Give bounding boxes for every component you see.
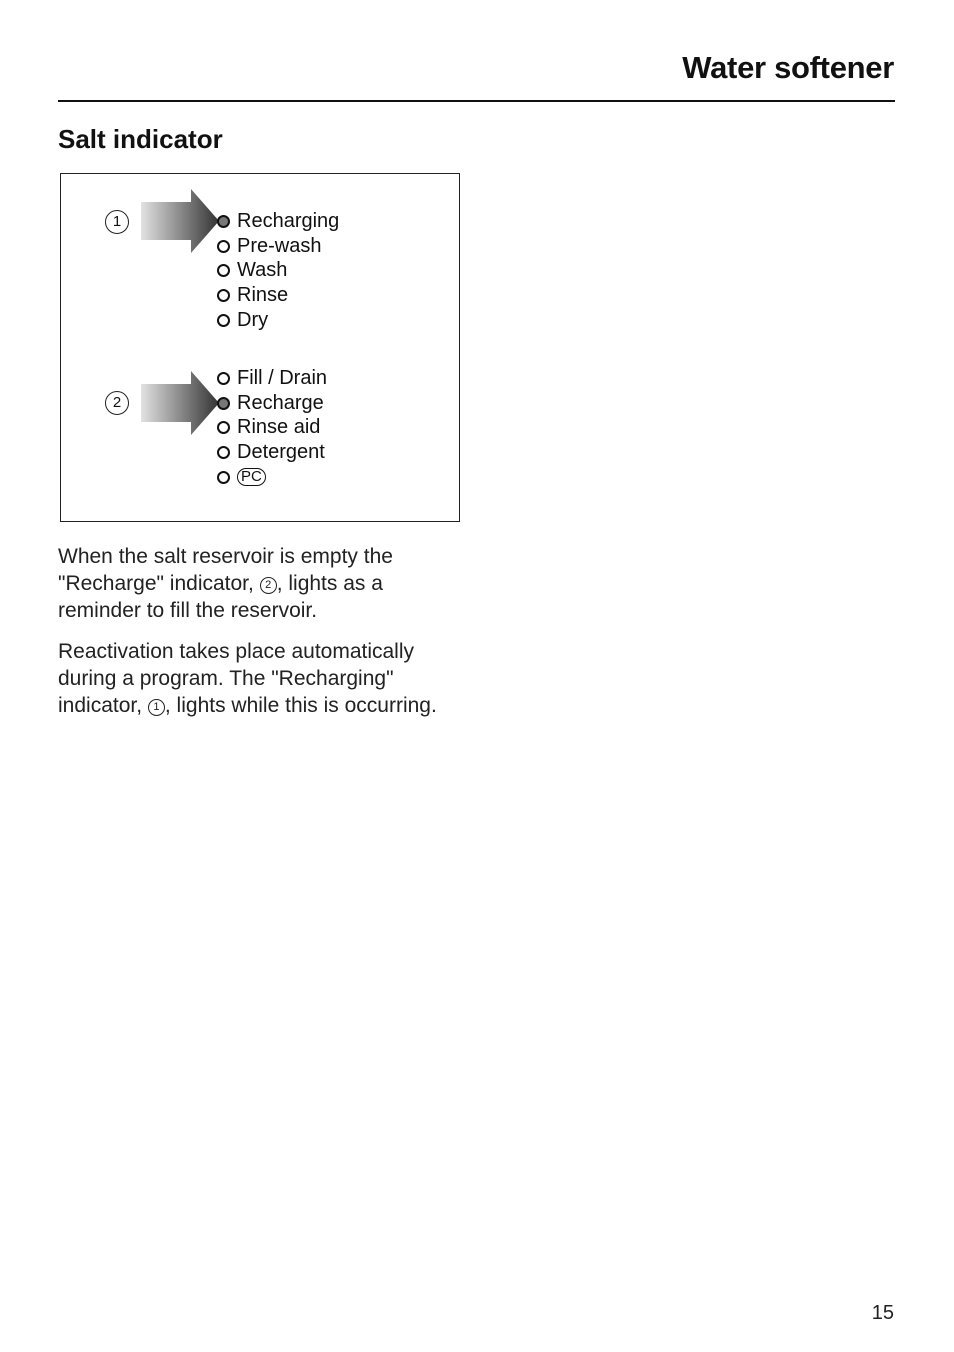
page-number: 15 bbox=[871, 1302, 894, 1324]
indicator-pc bbox=[217, 465, 327, 490]
indicator-rinse bbox=[217, 283, 339, 308]
salt-indicator-figure bbox=[60, 173, 460, 522]
inline-callout-2: 2 bbox=[260, 577, 277, 594]
indicator-label: Recharging bbox=[237, 209, 340, 232]
indicator-light-icon bbox=[217, 471, 230, 484]
indicator-label: Rinse aid bbox=[237, 416, 321, 439]
indicator-light-icon bbox=[217, 240, 230, 253]
indicator-dry bbox=[217, 308, 339, 333]
indicator-group-2 bbox=[217, 366, 327, 489]
indicator-group-1 bbox=[217, 209, 339, 332]
indicator-light-icon bbox=[217, 372, 230, 385]
paragraph-text: , lights as a reminder to fill the reservoir. bbox=[58, 572, 383, 622]
indicator-light-icon bbox=[217, 421, 230, 434]
paragraph-text: , lights while this is occurring. bbox=[164, 694, 437, 717]
pc-badge: PC bbox=[237, 468, 266, 486]
indicator-recharging bbox=[217, 209, 339, 234]
arrow-icon bbox=[141, 189, 221, 253]
indicator-label: Pre-wash bbox=[237, 234, 322, 257]
title-divider bbox=[58, 100, 895, 102]
indicator-fill-drain bbox=[217, 366, 327, 391]
section-heading: Salt indicator bbox=[58, 124, 223, 154]
indicator-detergent bbox=[217, 440, 327, 465]
indicator-label: Rinse bbox=[237, 283, 289, 306]
indicator-wash bbox=[217, 258, 339, 283]
indicator-label: Recharge bbox=[237, 391, 324, 414]
indicator-rinse-aid bbox=[217, 415, 327, 440]
indicator-light-icon bbox=[217, 397, 230, 410]
indicator-light-icon bbox=[217, 264, 230, 277]
indicator-light-icon bbox=[217, 314, 230, 327]
indicator-label: Fill / Drain bbox=[237, 366, 328, 389]
body-paragraph-2 bbox=[58, 638, 458, 719]
indicator-recharge bbox=[217, 391, 327, 416]
indicator-pre-wash bbox=[217, 234, 339, 259]
indicator-label: Detergent bbox=[237, 440, 325, 463]
paragraph-text: Reactivation takes place automatically during a program. The "Recharging" indicator, bbox=[58, 640, 415, 717]
arrow-icon bbox=[141, 371, 221, 435]
body-paragraph-1 bbox=[58, 543, 458, 624]
callout-2: 2 bbox=[105, 391, 129, 415]
indicator-light-icon bbox=[217, 289, 230, 302]
indicator-light-icon bbox=[217, 446, 230, 459]
page-title: Water softener bbox=[682, 50, 894, 85]
callout-1: 1 bbox=[105, 210, 129, 234]
paragraph-text: When the salt reservoir is empty the "Recharge" indicator, bbox=[58, 545, 393, 595]
indicator-light-icon bbox=[217, 215, 230, 228]
inline-callout-1: 1 bbox=[148, 699, 165, 716]
indicator-label: Wash bbox=[237, 259, 288, 282]
indicator-label: Dry bbox=[237, 308, 269, 331]
